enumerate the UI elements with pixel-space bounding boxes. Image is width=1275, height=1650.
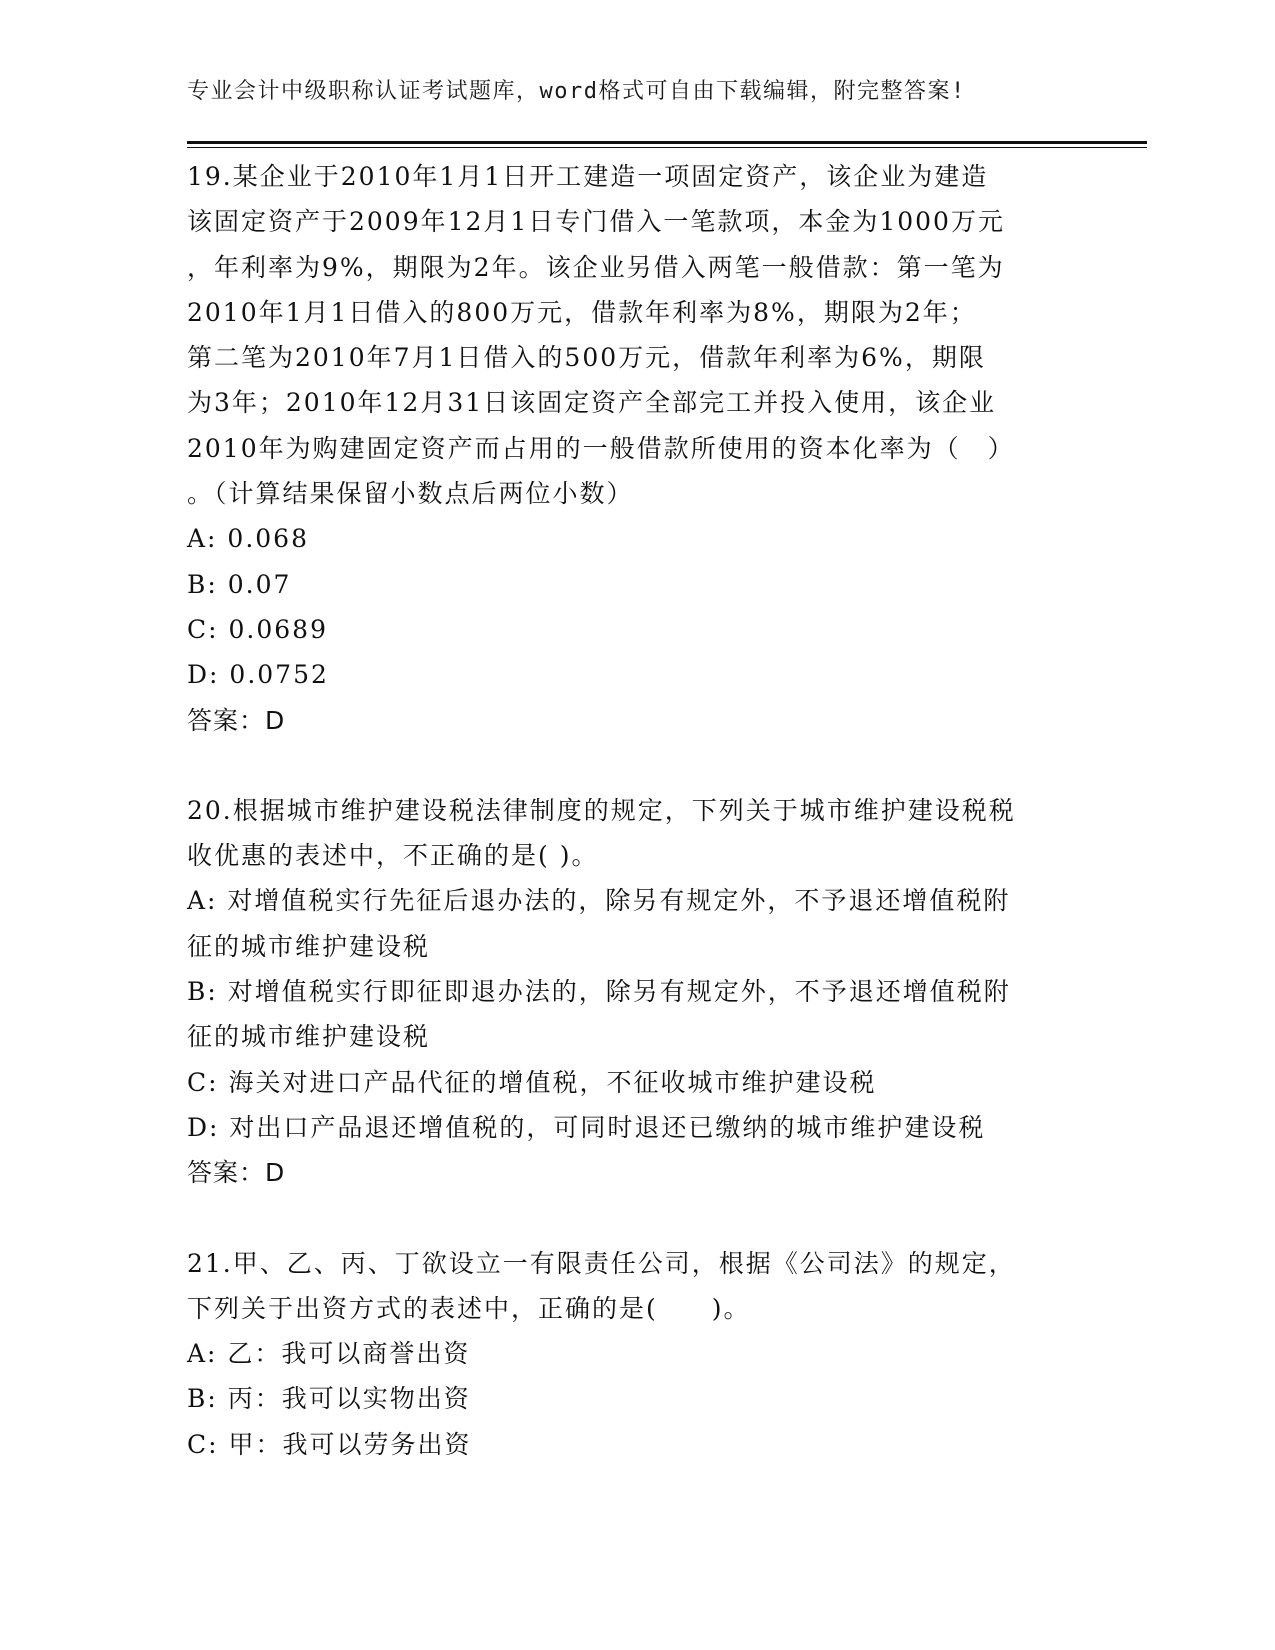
page-header: 专业会计中级职称认证考试题库，word格式可自由下载编辑，附完整答案! <box>187 79 966 104</box>
spacer <box>187 1196 1067 1241</box>
option-c: C: 海关对进口产品代征的增值税，不征收城市维护建设税 <box>187 1067 877 1097</box>
question-stem-line: 下列关于出资方式的表述中，正确的是( )。 <box>187 1293 751 1323</box>
option-a: A: 对增值税实行先征后退办法的，除另有规定外，不予退还增值税附 <box>187 886 1011 916</box>
question-stem-line: ，年利率为9%，期限为2年。该企业另借入两笔一般借款：第一笔为 <box>187 252 1005 282</box>
option-b: B: 对增值税实行即征即退办法的，除另有规定外，不予退还增值税附 <box>187 977 1011 1007</box>
question-stem-line: 为3年；2010年12月31日该固定资产全部完工并投入使用，该企业 <box>187 388 997 418</box>
option-a: A: 0.068 <box>187 524 309 554</box>
question-stem-line: 2010年1月1日借入的800万元，借款年利率为8%，期限为2年； <box>187 297 977 327</box>
question-list <box>187 154 1067 1467</box>
option-d: D: 对出口产品退还增值税的，可同时退还已缴纳的城市维护建设税 <box>187 1112 986 1142</box>
question-stem-line: 第二笔为2010年7月1日借入的500万元，借款年利率为6%，期限 <box>187 343 986 373</box>
option-c: C: 0.0689 <box>187 614 328 644</box>
question-20 <box>187 788 1067 1196</box>
question-stem-line: 19.某企业于2010年1月1日开工建造一项固定资产，该企业为建造 <box>187 162 989 191</box>
question-stem-line: 2010年为购建固定资产而占用的一般借款所使用的资本化率为（ ） <box>187 433 1015 463</box>
option-b: B: 丙：我可以实物出资 <box>187 1384 471 1414</box>
question-stem-line: 收优惠的表述中，不正确的是( )。 <box>187 841 599 871</box>
question-21 <box>187 1241 1067 1467</box>
spacer <box>187 743 1067 788</box>
question-19 <box>187 154 1067 743</box>
option-c: C: 甲：我可以劳务出资 <box>187 1429 472 1459</box>
option-a: A: 乙：我可以商誉出资 <box>187 1339 471 1369</box>
option-a-continued: 征的城市维护建设税 <box>187 931 431 961</box>
option-b-continued: 征的城市维护建设税 <box>187 1022 431 1052</box>
answer: 答案：D <box>187 1158 286 1188</box>
question-stem-line: 21.甲、乙、丙、丁欲设立一有限责任公司，根据《公司法》的规定， <box>187 1248 1016 1278</box>
answer: 答案：D <box>187 705 286 735</box>
question-stem-line: 20.根据城市维护建设税法律制度的规定，下列关于城市维护建设税税 <box>187 795 1016 825</box>
header-divider-thick <box>187 141 1147 144</box>
question-stem-line: 该固定资产于2009年12月1日专门借入一笔款项，本金为1000万元 <box>187 207 1005 237</box>
option-d: D: 0.0752 <box>187 660 329 690</box>
header-divider-thin <box>187 147 1147 148</box>
option-b: B: 0.07 <box>187 569 292 599</box>
question-stem-line: 。（计算结果保留小数点后两位小数） <box>187 479 634 509</box>
